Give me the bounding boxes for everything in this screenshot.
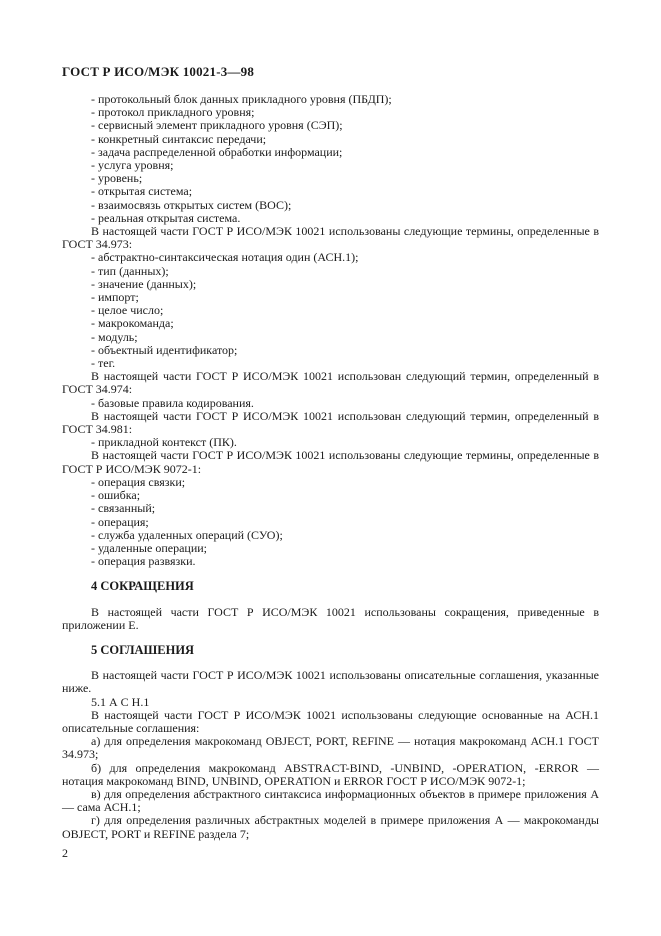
section-4-heading: 4 СОКРАЩЕНИЯ <box>91 579 194 594</box>
terms-list-5 <box>62 476 599 568</box>
list-item: - уровень; <box>91 171 143 186</box>
paragraph: В настоящей части ГОСТ Р ИСО/МЭК 10021 использован следующий термин, определенный в ГОСТ 34.981: <box>62 408 599 437</box>
section-4-text: В настоящей части ГОСТ Р ИСО/МЭК 10021 использованы сокращения, приведенные в приложении Е. <box>62 604 599 632</box>
list-item: - протокольный блок данных прикладного уровня (ПБДП); <box>91 92 392 106</box>
list-item: - открытая система; <box>91 184 193 199</box>
list-item: - услуга уровня; <box>91 158 174 173</box>
list-item: - операция; <box>91 514 149 529</box>
list-item: - значение (данных); <box>91 276 197 291</box>
list-item: - абстрактно-синтаксическая нотация один (АСН.1); <box>91 250 359 265</box>
paragraph: В настоящей части ГОСТ Р ИСО/МЭК 10021 использованы следующие термины, определенные в ГОСТ Р ИСО/МЭК 9072-1: <box>62 448 599 476</box>
list-item: - тег. <box>91 356 116 371</box>
terms-list-2 <box>62 251 599 370</box>
list-item: - реальная открытая система. <box>91 210 241 225</box>
list-item: - сервисный элемент прикладного уровня (СЭП); <box>91 118 343 133</box>
list-item: - конкретный синтаксис передачи; <box>91 131 267 146</box>
list-item: - операция связки; <box>91 474 186 489</box>
list-item: - связанный; <box>91 501 156 516</box>
page-body <box>62 93 599 841</box>
paragraph: В настоящей части ГОСТ Р ИСО/МЭК 10021 использованы следующие основанные на АСН.1 описательные соглашения: <box>62 707 599 735</box>
enumerated-item: г) для определения различных абстрактных моделей в примере приложения А — макрокоманды OBJECT, PORT и REFINE раздела 7; <box>62 813 599 841</box>
paragraph: В настоящей части ГОСТ Р ИСО/МЭК 10021 использованы следующие термины, определенные в ГОСТ 34.973: <box>62 224 599 252</box>
section-5-text: В настоящей части ГОСТ Р ИСО/МЭК 10021 использованы описательные соглашения, указанные ниже. <box>62 668 599 696</box>
list-item: - взаимосвязь открытых систем (ВОС); <box>91 197 292 212</box>
section-5-heading: 5 СОГЛАШЕНИЯ <box>91 642 195 657</box>
list-item: - макрокоманда; <box>91 316 174 331</box>
terms-list-1 <box>62 93 599 225</box>
list-item: - прикладной контекст (ПК). <box>91 435 237 450</box>
list-item: - объектный идентификатор; <box>91 342 238 357</box>
list-item: - удаленные операции; <box>91 540 207 555</box>
list-item: - модуль; <box>91 329 138 344</box>
list-item: - ошибка; <box>91 488 141 503</box>
running-header: ГОСТ Р ИСО/МЭК 10021-3—98 <box>62 64 255 79</box>
enumerated-item: в) для определения абстрактного синтаксиса информационных объектов в примере приложения А — сама АСН.1; <box>62 786 599 815</box>
list-item: - импорт; <box>91 290 139 305</box>
list-item: - задача распределенной обработки информации; <box>91 144 343 159</box>
subsection-5-1-heading: 5.1 А С Н.1 <box>91 694 150 709</box>
list-item: - служба удаленных операций (СУО); <box>91 527 283 542</box>
paragraph: В настоящей части ГОСТ Р ИСО/МЭК 10021 использован следующий термин, определенный в ГОСТ 34.974: <box>62 369 599 397</box>
enumerated-item: б) для определения макрокоманд ABSTRACT-BIND, -UNBIND, -OPERATION, -ERROR — нотация макрокоманд BIND, UNBIND, OPERATION и ERROR ГОСТ Р ИСО/МЭК 9072-1; <box>62 760 599 788</box>
list-item: - протокол прикладного уровня; <box>91 105 255 120</box>
enumerated-item: а) для определения макрокоманд OBJECT, PORT, REFINE — нотация макрокоманд АСН.1 ГОСТ 34.973; <box>62 734 599 762</box>
list-item: - целое число; <box>91 303 164 318</box>
list-item: - тип (данных); <box>91 263 169 278</box>
list-item: - базовые правила кодирования. <box>91 395 254 410</box>
list-item: - операция развязки. <box>91 554 196 569</box>
page-number: 2 <box>62 846 68 860</box>
